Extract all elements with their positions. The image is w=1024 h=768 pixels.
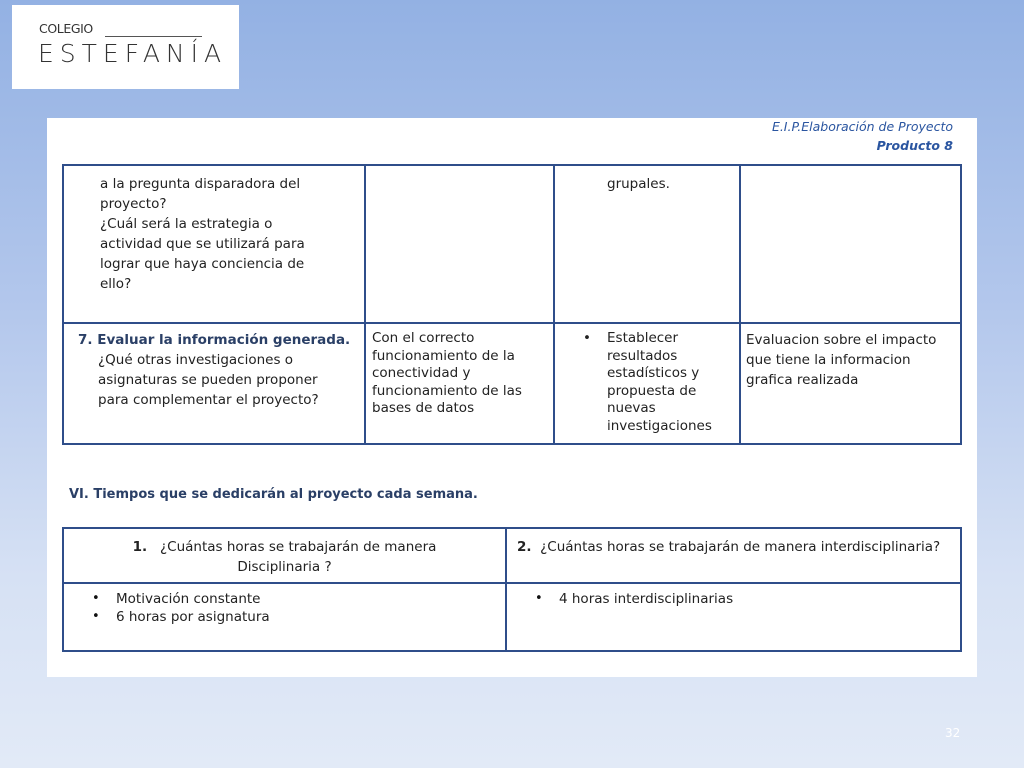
- slide-number: 32: [945, 726, 961, 740]
- cell-text: Con el correcto funcionamiento de la conectividad y funcionamiento de las bases de datos: [372, 330, 522, 416]
- school-logo: [12, 5, 239, 89]
- table-cell: [365, 323, 554, 444]
- table-row: [63, 583, 961, 651]
- list-item: • 4 horas interdisciplinarias: [507, 590, 960, 608]
- table-row: [63, 165, 961, 323]
- cell-text: grupales.: [607, 176, 670, 192]
- list-item: • 6 horas por asignatura: [64, 608, 505, 626]
- table-cell: [63, 323, 365, 444]
- table-row: [63, 528, 961, 583]
- bullet: •: [583, 330, 591, 346]
- interdisciplinary-list: [507, 584, 960, 608]
- logo-main-text: ESTEFANÍA: [38, 39, 228, 68]
- table-cell: [63, 583, 506, 651]
- header-project: E.I.P.Elaboración de Proyecto: [771, 119, 953, 134]
- table-cell: [554, 323, 740, 444]
- cell-question-text: a la pregunta disparadora del proyecto? ¿Cuál será la estrategia o actividad que se utilizará para lograr que haya conciencia de ello?: [100, 176, 305, 292]
- table-header-cell: [506, 528, 961, 583]
- logo-top-text: COLEGIO: [39, 21, 93, 36]
- cell-text: Evaluacion sobre el impacto que tiene la informacion grafica realizada: [746, 332, 937, 388]
- list-item: • Motivación constante: [64, 590, 505, 608]
- disciplinary-list: [64, 584, 505, 626]
- table-cell: [554, 165, 740, 323]
- section-title: VI. Tiempos que se dedicarán al proyecto cada semana.: [69, 487, 478, 502]
- table-cell: [740, 323, 961, 444]
- table-row: [63, 323, 961, 444]
- logo-rule: [105, 36, 202, 37]
- table-cell: [506, 583, 961, 651]
- project-table: [62, 164, 962, 445]
- cell-evaluate-text: 7. Evaluar la información generada. ¿Qué otras investigaciones o asignaturas se pueden proponer para complementar el proyecto?: [78, 332, 351, 408]
- document-page: [47, 118, 977, 677]
- table-header-cell: [63, 528, 506, 583]
- table-cell: [740, 165, 961, 323]
- table-cell: [365, 165, 554, 323]
- hours-table: [62, 527, 962, 652]
- table-cell: [63, 165, 365, 323]
- header-product: Producto 8: [876, 138, 953, 153]
- header-disciplinary: 1. ¿Cuántas horas se trabajarán de manera Disciplinaria ?: [132, 539, 437, 575]
- cell-bullet-text: • Establecer resultados estadísticos y propuesta de nuevas investigaciones: [583, 330, 712, 434]
- header-interdisciplinary: 2. ¿Cuántas horas se trabajarán de manera interdisciplinaria?: [517, 539, 941, 555]
